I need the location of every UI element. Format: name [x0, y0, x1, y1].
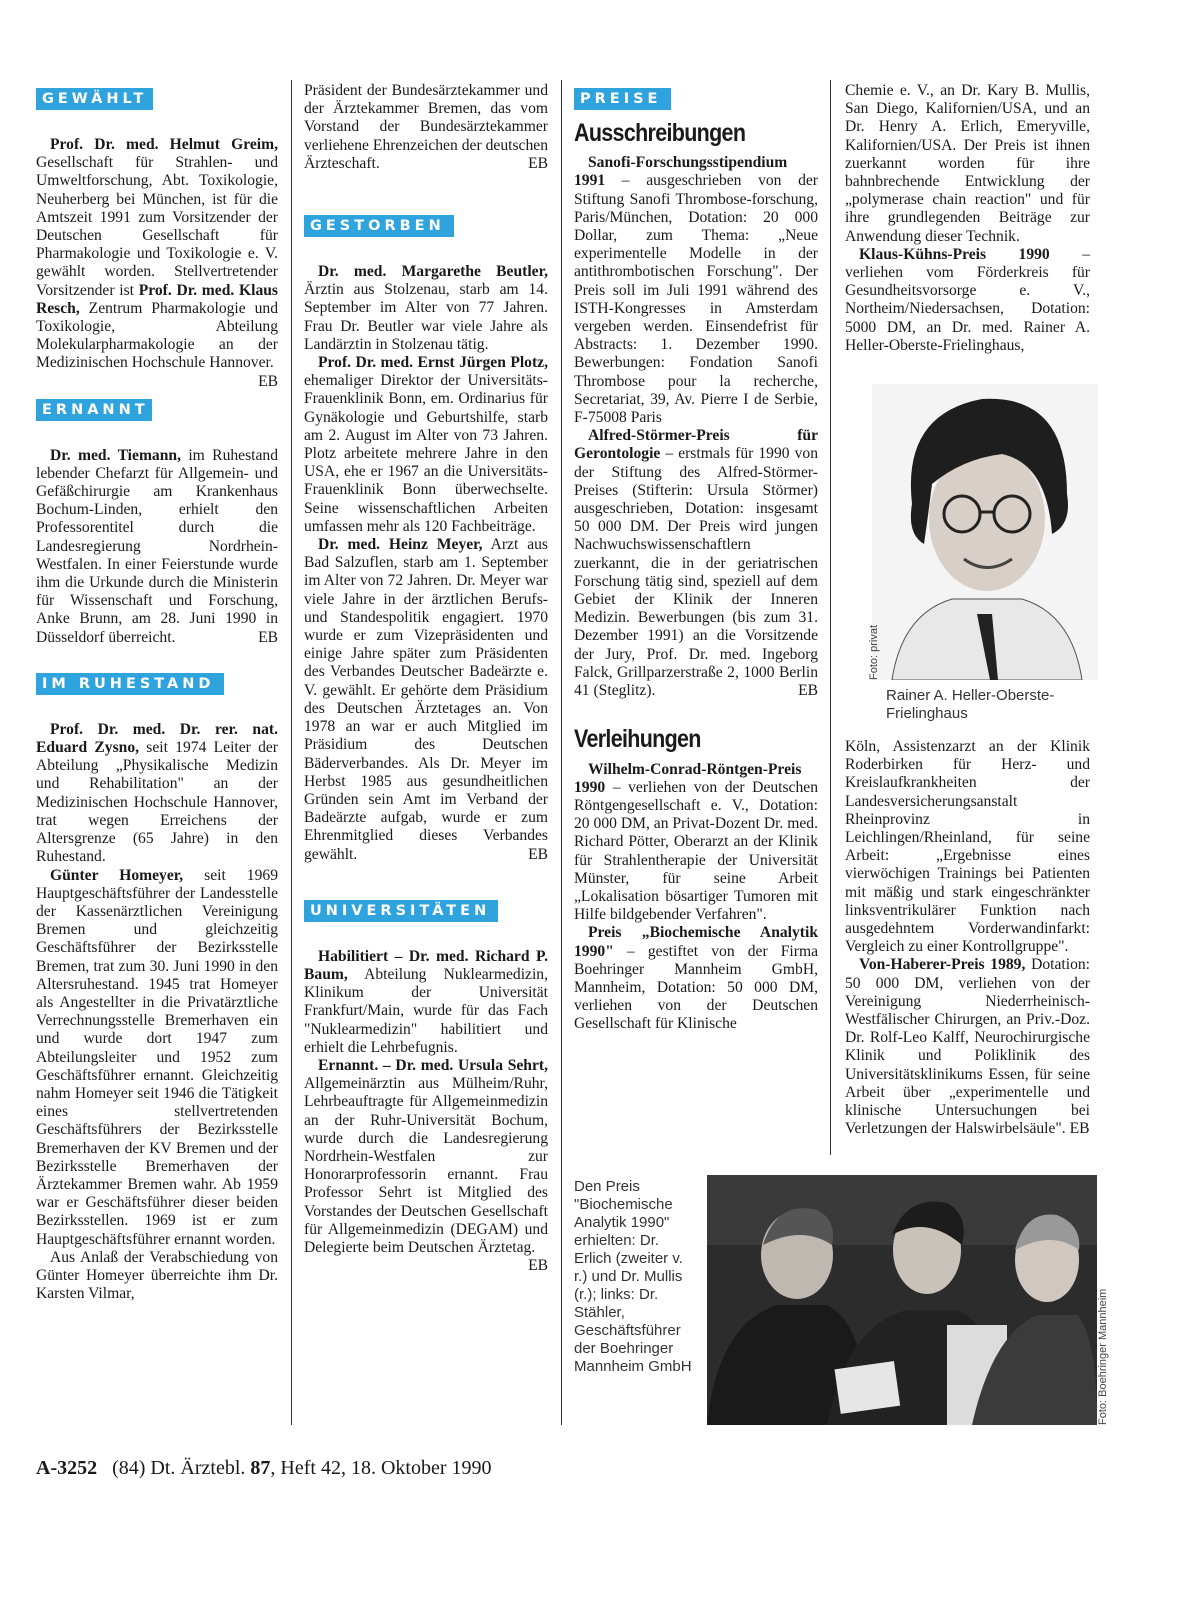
page-footer [36, 1457, 491, 1480]
article-kuehns: Klaus-Kühns-Preis 1990 – verliehen vom Förderkreis für Gesundheitsvorsorge e. V., Northeim/Niedersachsen, Dotation: 5000 DM, an Dr. med. Rainer A. Heller-Oberste-Frielinghaus, [845, 245, 1090, 354]
author-initials: EB [528, 1257, 548, 1275]
author-initials: EB [258, 372, 278, 390]
journal-issue: , Heft 42, 18. Oktober 1990 [270, 1457, 492, 1479]
group-photo [707, 1175, 1097, 1425]
portrait-image [872, 384, 1098, 680]
article-kuehns-cont: Köln, Assistenzarzt an der Klinik Roderbirken für Herz- und Kreislaufkrankheiten der Landesversicherungsanstalt Rheinprovinz in Leichlingen/Rheinland, für seine Arbeit: „Ergebnisse eines vierwöchigen Trainings bei Patienten mit mäßig und stark eingeschränkter linksventrikulärer Funktion nach ausgedehntem Vorderwandinfarkt: Vergleich zu einer Kontrollgruppe". [845, 738, 1090, 956]
photo-credit-portrait: Foto: privat [868, 624, 880, 680]
column-1 [36, 88, 278, 1303]
caption-group: Den Preis "Biochemische Analytik 1990" erhielten: Dr. Erlich (zweiter v. r.) und Dr. Mullis (r.); links: Dr. Stähler, Geschäftsführer der Boehringer Mannheim GmbH [574, 1178, 692, 1375]
author-initials: EB [1069, 1120, 1090, 1138]
author-initials: EB [528, 845, 548, 863]
article-biochemie: Preis „Biochemische Analytik 1990" – gestiftet von der Firma Boehringer Mannheim GmbH, Mannheim, Dotation: 50 000 DM, verliehen von der Deutschen Gesellschaft für Klinische [574, 924, 818, 1033]
article-ruhestand-2: Günter Homeyer, seit 1969 Hauptgeschäftsführer der Landesstelle der Kassenärztlichen Vereinigung Bremen und gleichzeitig Geschäftsführer der Bezirksstelle Bremen, trat zum 30. Juni 1990 in den Altersruhestand. 1945 trat Homeyer als Angestellter in die Privatärztliche Verrechnungsstelle Bremerhaven ein und wurde dort 1947 zum Abteilungsleiter und 1952 zum Geschäftsführer ernannt. Gleichzeitig nahm Homeyer seit 1946 die Tätigkeit eines stellvertretenden Geschäftsführers der Bezirksstelle Bremerhaven der KV Bremen und der Bezirksstelle Bremerhaven der Ärztekammer Bremen wahr. Ab 1959 war er Geschäftsführer dieser beiden Bezirksstellen. 1969 ist er zum Hauptgeschäftsführer ernannt worden. [36, 866, 278, 1248]
portrait-photo [872, 384, 1098, 680]
article-stoermer: Alfred-Störmer-Preis für Gerontologie – erstmals für 1990 von der Stiftung des Alfred-Störmer-Preises (Stifterin: Ursula Störmer) ausgeschrieben, Dotation: insgesamt 50 000 DM. Der Preis wird jungen Nachwuchswissenschaftlern zuerkannt, die in der geriatrischen Forschung tätig sind, speziell auf dem Gebiet der Klinik der Inneren Medizin. Bewerbungen (bis zum 31. Dezember 1991) an die Vorsitzende der Jury, Prof. Dr. med. Ingeborg Falck, Grillparzerstraße 2, 1000 Berlin 41 (Steglitz). EB [574, 427, 818, 700]
article-ruhestand-1: Prof. Dr. med. Dr. rer. nat. Eduard Zysno, seit 1974 Leiter der Abteilung „Physikalische Medizin und Rehabilitation" an der Medizinischen Hochschule Hannover, trat wegen Erreichens der Altersgrenze (65 Jahre) in den Ruhestand. [36, 720, 279, 866]
column-divider-2 [561, 80, 562, 1425]
section-header-ruhestand: IM RUHESTAND [36, 673, 224, 695]
article-ernannt: Dr. med. Tiemann, im Ruhestand lebender Chefarzt für Allgemein- und Gefäßchirurgie am Krankenhaus Bochum-Linden, erhielt den Professorentitel durch die Landesregierung Nordrhein-Westfalen. In einer Feierstunde wurde ihm die Urkunde durch die Ministerin für Wissenschaft und Forschung, Anke Brunn, am 28. Juni 1990 in Düsseldorf überreicht. EB [36, 446, 278, 646]
section-header-preise: PREISE [574, 88, 671, 110]
section-header-universitaeten: UNIVERSITÄTEN [304, 900, 498, 922]
author-initials: EB [798, 682, 818, 700]
article-roentgen: Wilhelm-Conrad-Röntgen-Preis 1990 – verliehen von der Deutschen Röntgengesellschaft e. V., Dotation: 20 000 DM, an Privat-Dozent Dr. med. Richard Pötter, Oberarzt an der Klinik für Strahlentherapie der Universität Münster, für seine Arbeit „Lokalisation bösartiger Tumoren mit Hilfe bildgebender Verfahren". [574, 760, 818, 924]
column-2 [304, 82, 548, 1275]
section-header-gestorben: GESTORBEN [304, 215, 454, 237]
author-initials: EB [258, 628, 278, 646]
article-gewaehlt: Prof. Dr. med. Helmut Greim, Gesellschaft für Strahlen- und Umweltforschung, Abt. Toxikologie, Neuherberg bei München, ist für die Amtszeit 1991 zum Vorsitzender der Deutschen Gesellschaft für Pharmakologie und Toxikologie e. V. gewählt worden. Stellvertretender Vorsitzender ist Prof. Dr. med. Klaus Resch, Zentrum Pharmakologie und Toxikologie, Abteilung Molekularpharmakologie an der Medizinischen Hochschule Hannover. EB [36, 136, 278, 390]
article-gestorben-1: Dr. med. Margarethe Beutler, Ärztin aus Stolzenau, starb am 14. September im Alter von 77 Jahren. Frau Dr. Beutler war viele Jahre als Landärztin in Stolzenau tätig. [304, 263, 548, 353]
article-vilmar-cont: Präsident der Bundesärztekammer und der Ärztekammer Bremen, das vom Vorstand der Bundesärztekammer verliehene Ehrenzeichen der deutschen Ärzteschaft. EB [304, 82, 548, 172]
section-header-gewaehlt: GEWÄHLT [36, 88, 153, 110]
caption-portrait: Rainer A. Heller-Oberste-Frielinghaus [886, 687, 1055, 722]
article-biochemie-cont: Chemie e. V., an Dr. Kary B. Mullis, San Diego, Kalifornien/USA, und an Dr. Henry A. Erlich, Emeryville, Kalifornien/USA. Der Preis ist ihnen zuerkannt worden für ihre bahnbrechende Entwicklung der „polymerase chain reaction" und für ihre grundlegenden Beiträge zur Anwendung dieser Technik. [845, 82, 1090, 245]
article-sanofi: Sanofi-Forschungsstipendium 1991 – ausgeschrieben von der Stiftung Sanofi Thrombose-forschung, Paris/München, Dotation: 20 000 Dollar, zum Thema: „Neue experimentelle Modelle in der antithrombotischen Forschung". Der Preis soll im Juli 1991 während des ISTH-Kongresses in Amsterdam vergeben werden. Einsendefrist für Abstracts: 1. Dezember 1990. Bewerbungen: Fondation Sanofi Thrombose pour la recherche, Secretariat, 39, Av. Pierre I de Serbie, F-75008 Paris [574, 154, 818, 427]
column-divider-1 [291, 80, 292, 1425]
article-ruhestand-3: Aus Anlaß der Verabschiedung von Günter Homeyer überreichte ihm Dr. Karsten Vilmar, [36, 1248, 278, 1303]
heading-ausschreibungen: Ausschreibungen [574, 119, 746, 147]
photo-credit-group: Foto: Boehringer Mannheim [1097, 1288, 1109, 1425]
column-4-lower [845, 738, 1090, 1138]
article-gestorben-3: Dr. med. Heinz Meyer, Arzt aus Bad Salzuflen, starb am 1. September im Alter von 72 Jahren. Dr. Meyer war viele Jahre in der ärztlichen Berufs- und Standespolitik engagiert. 1970 wurde er zum Vizepräsidenten und einige Jahre später zum Präsidenten des Verbandes Deutscher Badeärzte e. V. gewählt. Er gehörte dem Präsidium des Deutschen Ärztetages an. Von 1978 an war er auch Mitglied im Präsidium des Deutschen Bäderverbandes. Als Dr. Meyer im Herbst 1985 aus gesundheitlichen Gründen sein Amt im Verband der Badeärzte aufgab, wurde er zum Ehrenmitglied dieses Verbandes gewählt. EB [304, 536, 548, 863]
column-divider-3 [830, 80, 831, 1155]
article-universitaet-1: Habilitiert – Dr. med. Richard P. Baum, Abteilung Nuklearmedizin, Klinikum der Universität Frankfurt/Main, wurde für das Fach "Nuklearmedizin" habilitiert und erhielt die Lehrbefugnis. [304, 947, 548, 1056]
page-number: A-3252 [36, 1457, 98, 1479]
section-header-ernannt: ERNANNT [36, 399, 152, 421]
column-4 [845, 82, 1090, 355]
journal-name: (84) Dt. Ärztebl. [112, 1457, 246, 1479]
article-haberer: Von-Haberer-Preis 1989, Dotation: 50 000 DM, verliehen von der Vereinigung Niederrheinisch-Westfälischer Chirurgen, an Priv.-Doz. Dr. Rolf-Leo Kalff, Neurochirurgische Klinik und Poliklinik des Universitätsklinikums Essen, für seine Arbeit über „experimentelle und klinische Untersuchungen bei Verletzungen der Halswirbelsäule". EB [845, 956, 1090, 1138]
journal-volume: 87 [250, 1457, 271, 1479]
article-gestorben-2: Prof. Dr. med. Ernst Jürgen Plotz, ehemaliger Direktor der Universitäts-Frauenklinik Bonn, em. Ordinarius für Gynäkologie und Geburtshilfe, starb am 2. August im Alter von 73 Jahren. Plotz arbeitete mehrere Jahre in den USA, ehe er 1967 an die Universitäts-Frauenklinik Bonn überwechselte. Seine wissenschaftlichen Arbeiten umfassen mehr als 120 Fachbeiträge. [304, 354, 548, 535]
author-initials: EB [528, 154, 548, 172]
article-universitaet-2: Ernannt. – Dr. med. Ursula Sehrt, Allgemeinärztin aus Mülheim/Ruhr, Lehrbeauftragte für Allgemeinmedizin an der Ruhr-Universität Bochum, wurde durch die Landesregierung Nordrhein-Westfalen zur Honorarprofessorin ernannt. Frau Professor Sehrt ist Mitglied des Vorstandes der Deutschen Gesellschaft für Allgemeinmedizin (DEGAM) und Delegierte beim Deutschen Ärztetag. EB [304, 1056, 548, 1275]
group-image [707, 1175, 1097, 1425]
column-3 [574, 88, 818, 1034]
heading-verleihungen: Verleihungen [574, 725, 701, 754]
